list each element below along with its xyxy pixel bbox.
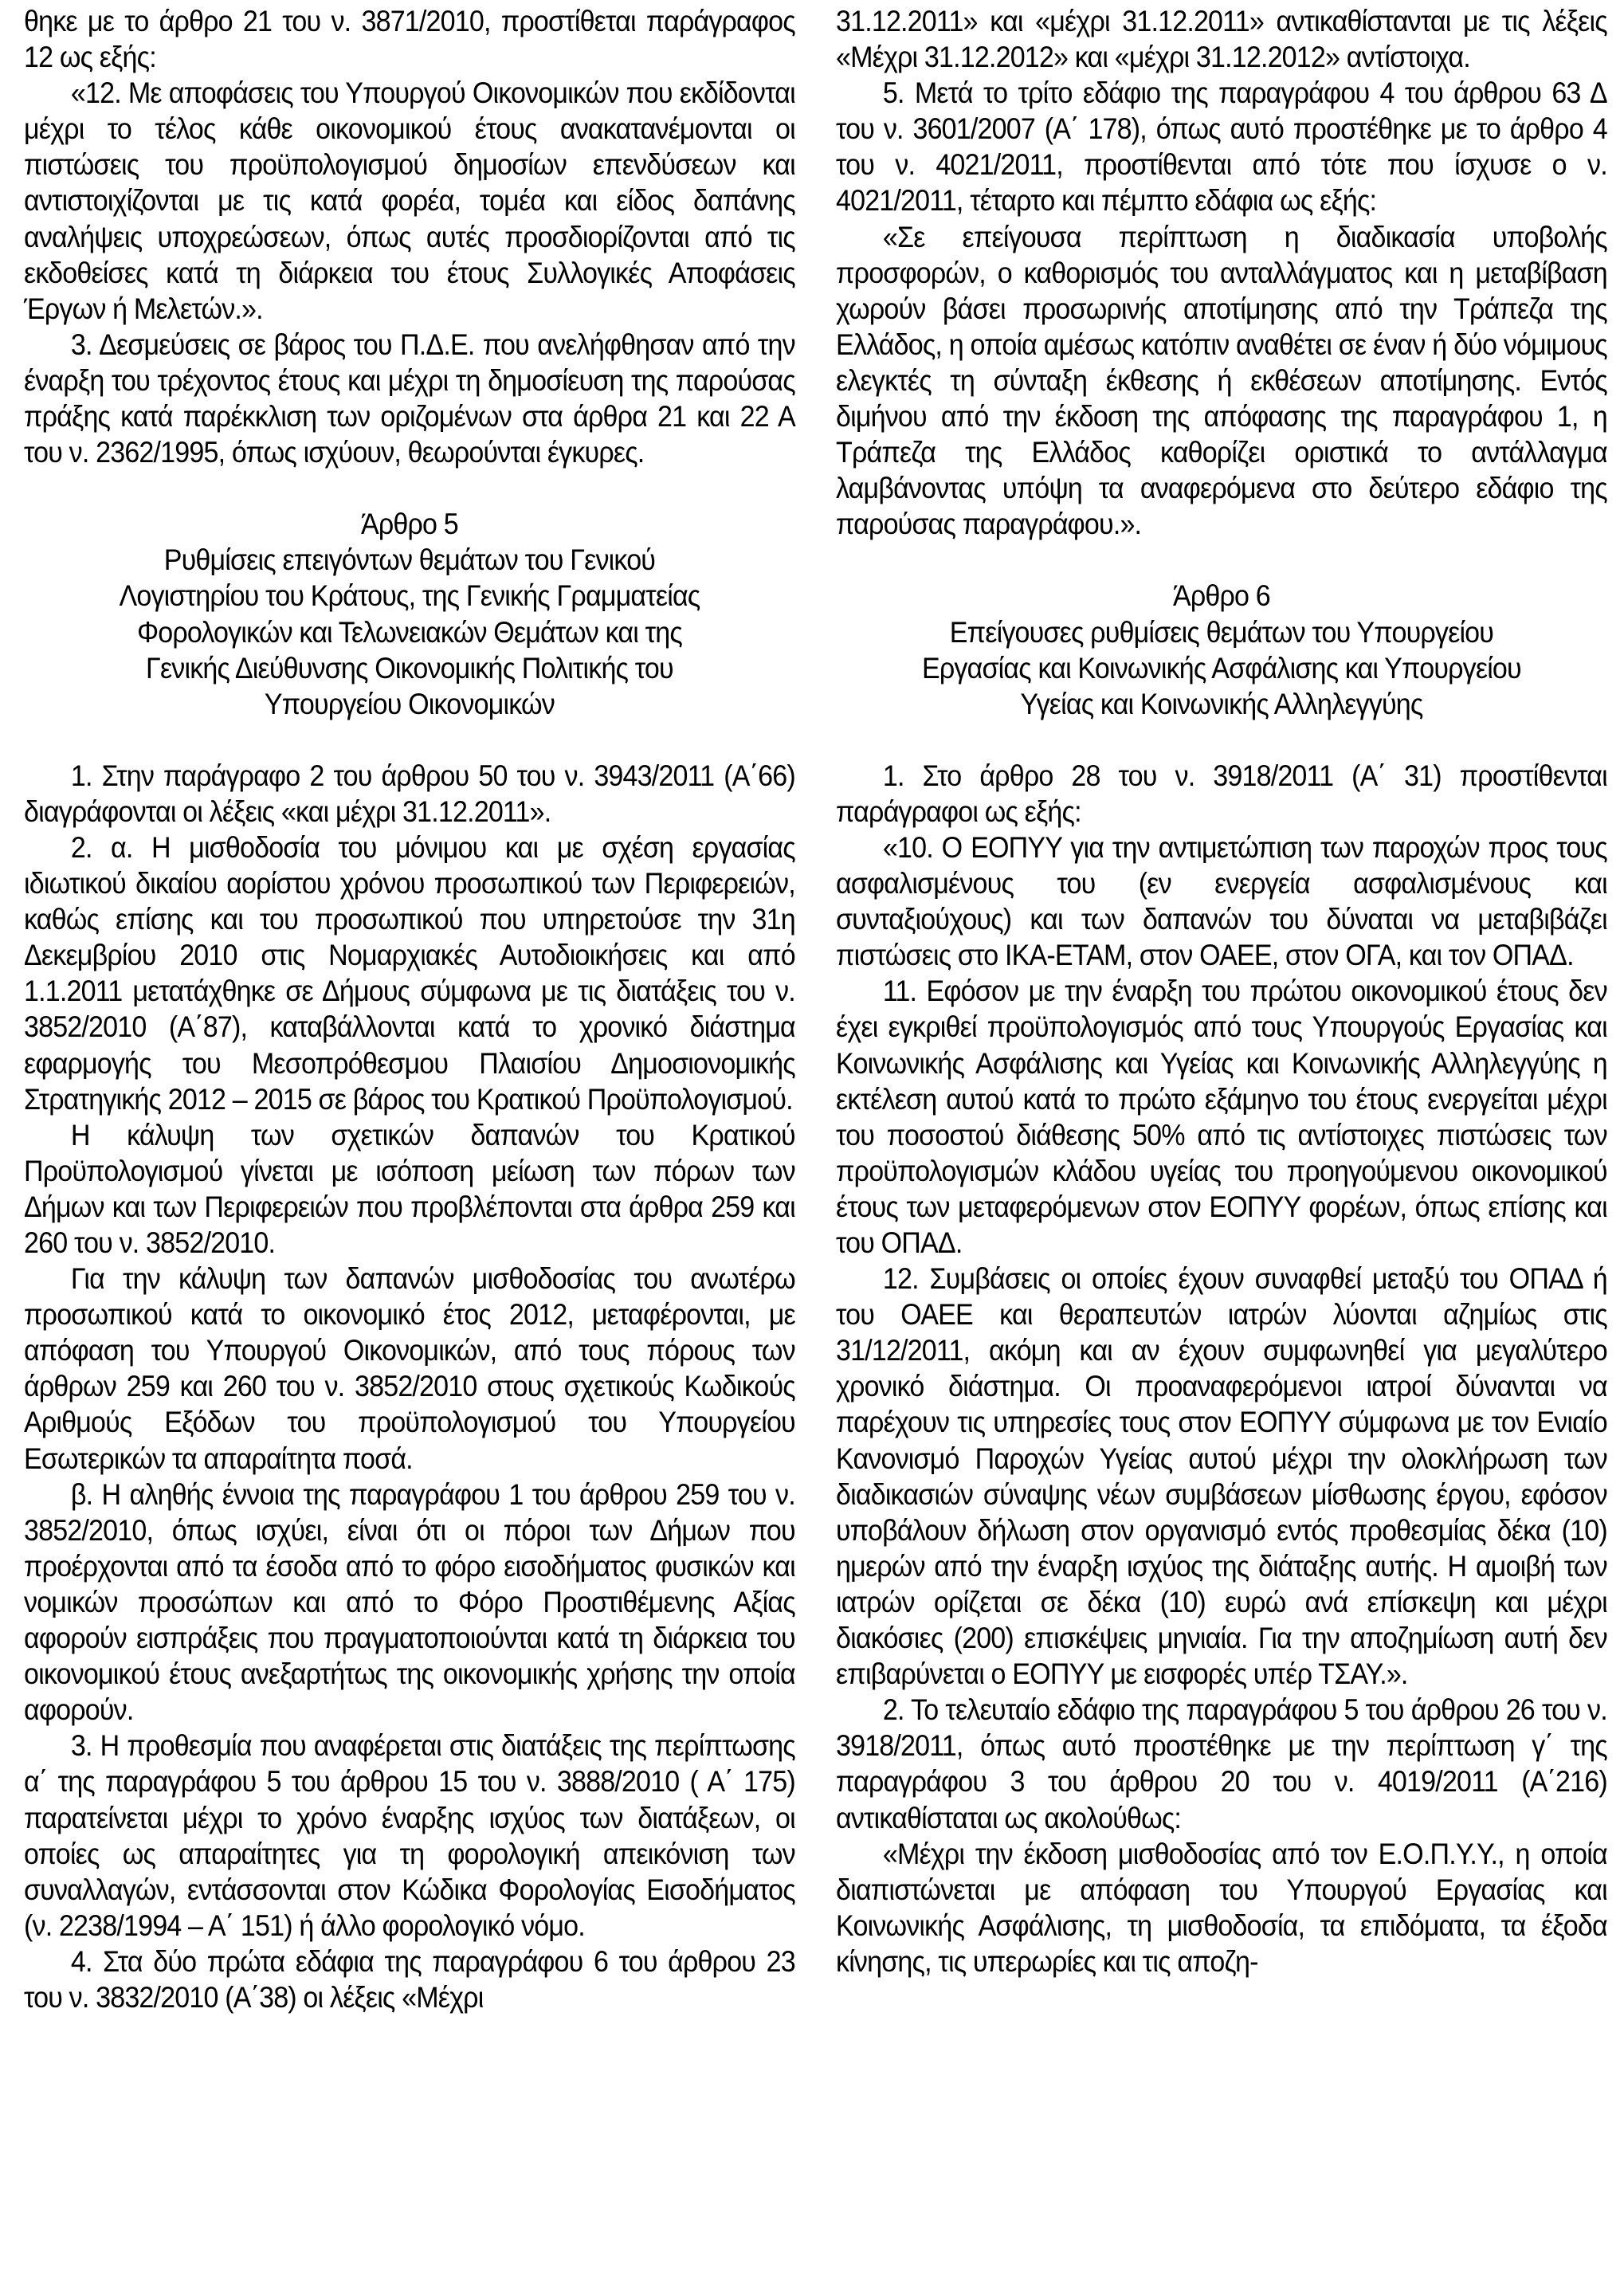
paragraph: 1. Στο άρθρο 28 του ν. 3918/2011 (Α΄ 31) προστίθενται παράγραφοι ως εξής: (836, 759, 1607, 828)
paragraph: «10. Ο ΕΟΠΥΥ για την αντιμετώπιση των παροχών προς τους ασφαλισμένους του (εν ενεργεία ασφαλισμένους και συνταξιούχους) και των δαπανών του δύναται να μεταβιβάζει πιστώσεις στο ΙΚΑ-ΕΤΑΜ, στον ΟΑΕΕ, στον ΟΓΑ, και τον ΟΠΑΔ. (836, 830, 1607, 972)
article-number: Άρθρο 6 (1172, 579, 1270, 613)
right-column (836, 3, 1607, 1979)
paragraph: 2. Το τελευταίο εδάφιο της παραγράφου 5 του άρθρου 26 του ν. 3918/2011, όπως αυτό προστέθηκε με την περίπτωση γ΄ της παραγράφου 3 του άρθρου 20 του ν. 4019/2011 (Α΄216) αντικαθίσταται ως ακολούθως: (836, 1693, 1607, 1834)
paragraph: «12. Με αποφάσεις του Υπουργού Οικονομικών που εκδίδονται μέχρι το τέλος κάθε οικονομικού έτους ανακατανέμονται οι πιστώσεις του προϋπολογισμού δημοσίων επενδύσεων και αντιστοιχίζονται με τις κατά φορέα, τομέα και είδος δαπάνης αναλήψεις υποχρεώσεων, όπως αυτές προσδιορίζονται από τις εκδοθείσες κατά τη διάρκεια του έτους Συλλογικές Αποφάσεις Έργων ή Μελετών.». (24, 76, 795, 325)
paragraph: Για την κάλυψη των δαπανών μισθοδοσίας του ανωτέρω προσωπικού κατά το οικονομικό έτος 2012, μεταφέρονται, με απόφαση του Υπουργού Οικονομικών, από τους πόρους των άρθρων 259 και 260 του ν. 3852/2010 στους σχετικούς Κωδικούς Αριθμούς Εξόδων του προϋπολογισμού του Υπουργείου Εσωτερικών τα απαραίτητα ποσά. (24, 1262, 795, 1475)
paragraph: «Σε επείγουσα περίπτωση η διαδικασία υποβολής προσφορών, ο καθορισμός του ανταλλάγματος και η μεταβίβαση χωρούν βάσει προσωρινής αποτίμησης από την Τράπεζα της Ελλάδος, η οποία αμέσως κατόπιν αναθέτει σε έναν ή δύο νόμιμους ελεγκτές τη σύνταξη έκθεσης ή εκθέσεων αποτίμησης. Εντός διμήνου από την έκδοση της απόφασης της παραγράφου 1, η Τράπεζα της Ελλάδος καθορίζει οριστικά το αντάλλαγμα λαμβάνοντας υπόψη τα αναφερόμενα στο δεύτερο εδάφιο της παρούσας παραγράφου.». (836, 220, 1607, 541)
paragraph: θηκε με το άρθρο 21 του ν. 3871/2010, προστίθεται παράγραφος 12 ως εξής: (24, 5, 795, 74)
paragraph: 4. Στα δύο πρώτα εδάφια της παραγράφου 6 του άρθρου 23 του ν. 3832/2010 (Α΄38) οι λέξεις «Μέχρι (24, 1944, 795, 2014)
paragraph: 5. Μετά το τρίτο εδάφιο της παραγράφου 4 του άρθρου 63 Δ του ν. 3601/2007 (Α΄ 178), όπως αυτό προστέθηκε με το άρθρο 4 του ν. 4021/2011, προστίθενται από τότε που ίσχυσε ο ν. 4021/2011, τέταρτο και πέμπτο εδάφια ως εξής: (836, 76, 1607, 218)
paragraph: β. Η αληθής έννοια της παραγράφου 1 του άρθρου 259 του ν. 3852/2010, όπως ισχύει, είναι ότι οι πόροι των Δήμων που προέρχονται από τα έσοδα από το φόρο εισοδήματος φυσικών και νομικών προσώπων και από το Φόρο Προστιθέμενης Αξίας αφορούν εισπράξεις που πραγματοποιούνται κατά τη διάρκεια του οικονομικού έτους ανεξαρτήτως της οικονομικής χρήσης την οποία αφορούν. (24, 1477, 795, 1727)
paragraph: 31.12.2011» και «μέχρι 31.12.2011» αντικαθίστανται με τις λέξεις «Μέχρι 31.12.2012» και «μέχρι 31.12.2012» αντίστοιχα. (836, 5, 1607, 74)
article-6-heading (836, 578, 1607, 721)
left-column (24, 3, 795, 2015)
paragraph: 11. Εφόσον με την έναρξη του πρώτου οικονομικού έτους δεν έχει εγκριθεί προϋπολογισμός από τους Υπουργούς Εργασίας και Κοινωνικής Ασφάλισης και Υγείας και Κοινωνικής Αλληλεγγύης η εκτέλεση αυτού κατά το πρώτο εξάμηνο του έτους ενεργείται μέχρι του ποσοστού διάθεσης 50% από τις αντίστοιχες πιστώσεις των προϋπολογισμών κλάδου υγείας του προηγούμενου οικονομικού έτους των μεταφερόμενων στον ΕΟΠΥΥ φορέων, όπως επίσης και του ΟΠΑΔ. (836, 975, 1607, 1259)
paragraph: 3. Η προθεσμία που αναφέρεται στις διατάξεις της περίπτωσης α΄ της παραγράφου 5 του άρθρου 15 του ν. 3888/2010 ( Α΄ 175) παρατείνεται μέχρι το χρόνο έναρξης ισχύος των διατάξεων, οι οποίες ως απαραίτητες για τη φορολογική απεικόνιση των συναλλαγών, εντάσσονται στον Κώδικα Φορολογίας Εισοδήματος (ν. 2238/1994 – Α΄ 151) ή άλλο φορολογικό νόμο. (24, 1729, 795, 1942)
article-title-line: Ρυθμίσεις επειγόντων θεμάτων του Γενικού (163, 543, 656, 577)
article-title-line: Υγείας και Κοινωνικής Αλληλεγγύης (1020, 687, 1423, 720)
article-number: Άρθρο 5 (360, 508, 458, 541)
paragraph: 2. α. Η μισθοδοσία του μόνιμου και με σχέση εργασίας ιδιωτικού δικαίου αορίστου χρόνου προσωπικού των Περιφερειών, καθώς επίσης και του προσωπικού που υπηρετούσε την 31η Δεκεμβρίου 2010 στις Νομαρχιακές Αυτοδιοικήσεις και από 1.1.2011 μετατάχθηκε σε Δήμους σύμφωνα με τις διατάξεις του ν. 3852/2010 (Α΄87), καταβάλλονται κατά το χρονικό διάστημα εφαρμογής του Μεσοπρόθεσμου Πλαισίου Δημοσιονομικής Στρατηγικής 2012 – 2015 σε βάρος του Κρατικού Προϋπολογισμού. (24, 830, 795, 1116)
article-5-heading (24, 506, 795, 722)
paragraph: 12. Συμβάσεις οι οποίες έχουν συναφθεί μεταξύ του ΟΠΑΔ ή του ΟΑΕΕ και θεραπευτών ιατρών λύονται αζημίως στις 31/12/2011, ακόμη και αν έχουν συμφωνηθεί για μεγαλύτερο χρονικό διάστημα. Οι προαναφερόμενοι ιατροί δύνανται να παρέχουν τις υπηρεσίες τους στον ΕΟΠΥΥ σύμφωνα με τον Ενιαίο Κανονισμό Παροχών Υγείας αυτού μέχρι την ολοκλήρωση των διαδικασιών σύναψης νέων συμβάσεων μίσθωσης έργου, εφόσον υποβάλουν δήλωση στον οργανισμό εντός προθεσμίας δέκα (10) ημερών από την έναρξη ισχύος της διάταξης αυτής. Η αμοιβή των ιατρών ορίζεται σε δέκα (10) ευρώ ανά επίσκεψη και μέχρι διακόσιες (200) επισκέψεις μηνιαία. Για την αποζημίωση αυτή δεν επιβαρύνεται ο ΕΟΠΥΥ με εισφορές υπέρ ΤΣΑΥ.». (836, 1262, 1607, 1691)
paragraph: 3. Δεσμεύσεις σε βάρος του Π.Δ.Ε. που ανελήφθησαν από την έναρξη του τρέχοντος έτους και μέχρι τη δημοσίευση της παρούσας πράξης κατά παρέκκλιση των οριζομένων στα άρθρα 21 και 22 Α του ν. 2362/1995, όπως ισχύουν, θεωρούνται έγκυρες. (24, 328, 795, 469)
article-title-line: Επείγουσες ρυθμίσεις θεμάτων του Υπουργείου (949, 615, 1494, 649)
article-title-line: Γενικής Διεύθυνσης Οικονομικής Πολιτικής του (146, 651, 673, 685)
paragraph: 1. Στην παράγραφο 2 του άρθρου 50 του ν. 3943/2011 (Α΄66) διαγράφονται οι λέξεις «και μέχρι 31.12.2011». (24, 759, 795, 828)
article-title-line: Εργασίας και Κοινωνικής Ασφάλισης και Υπουργείου (922, 651, 1521, 685)
paragraph: «Μέχρι την έκδοση μισθοδοσίας από τον Ε.Ο.Π.Υ.Υ., η οποία διαπιστώνεται με απόφαση του Υπουργού Εργασίας και Κοινωνικής Ασφάλισης, τη μισθοδοσία, τα επιδόματα, τα έξοδα κίνησης, τις υπερωρίες και τις αποζη- (836, 1837, 1607, 1978)
paragraph: Η κάλυψη των σχετικών δαπανών του Κρατικού Προϋπολογισμού γίνεται με ισόποση μείωση των πόρων των Δήμων και των Περιφερειών που προβλέπονται στα άρθρα 259 και 260 του ν. 3852/2010. (24, 1118, 795, 1259)
article-title-line: Λογιστηρίου του Κράτους, της Γενικής Γραμματείας (119, 579, 700, 613)
article-title-line: Υπουργείου Οικονομικών (264, 687, 555, 720)
article-title-line: Φορολογικών και Τελωνειακών Θεμάτων και της (136, 615, 682, 649)
